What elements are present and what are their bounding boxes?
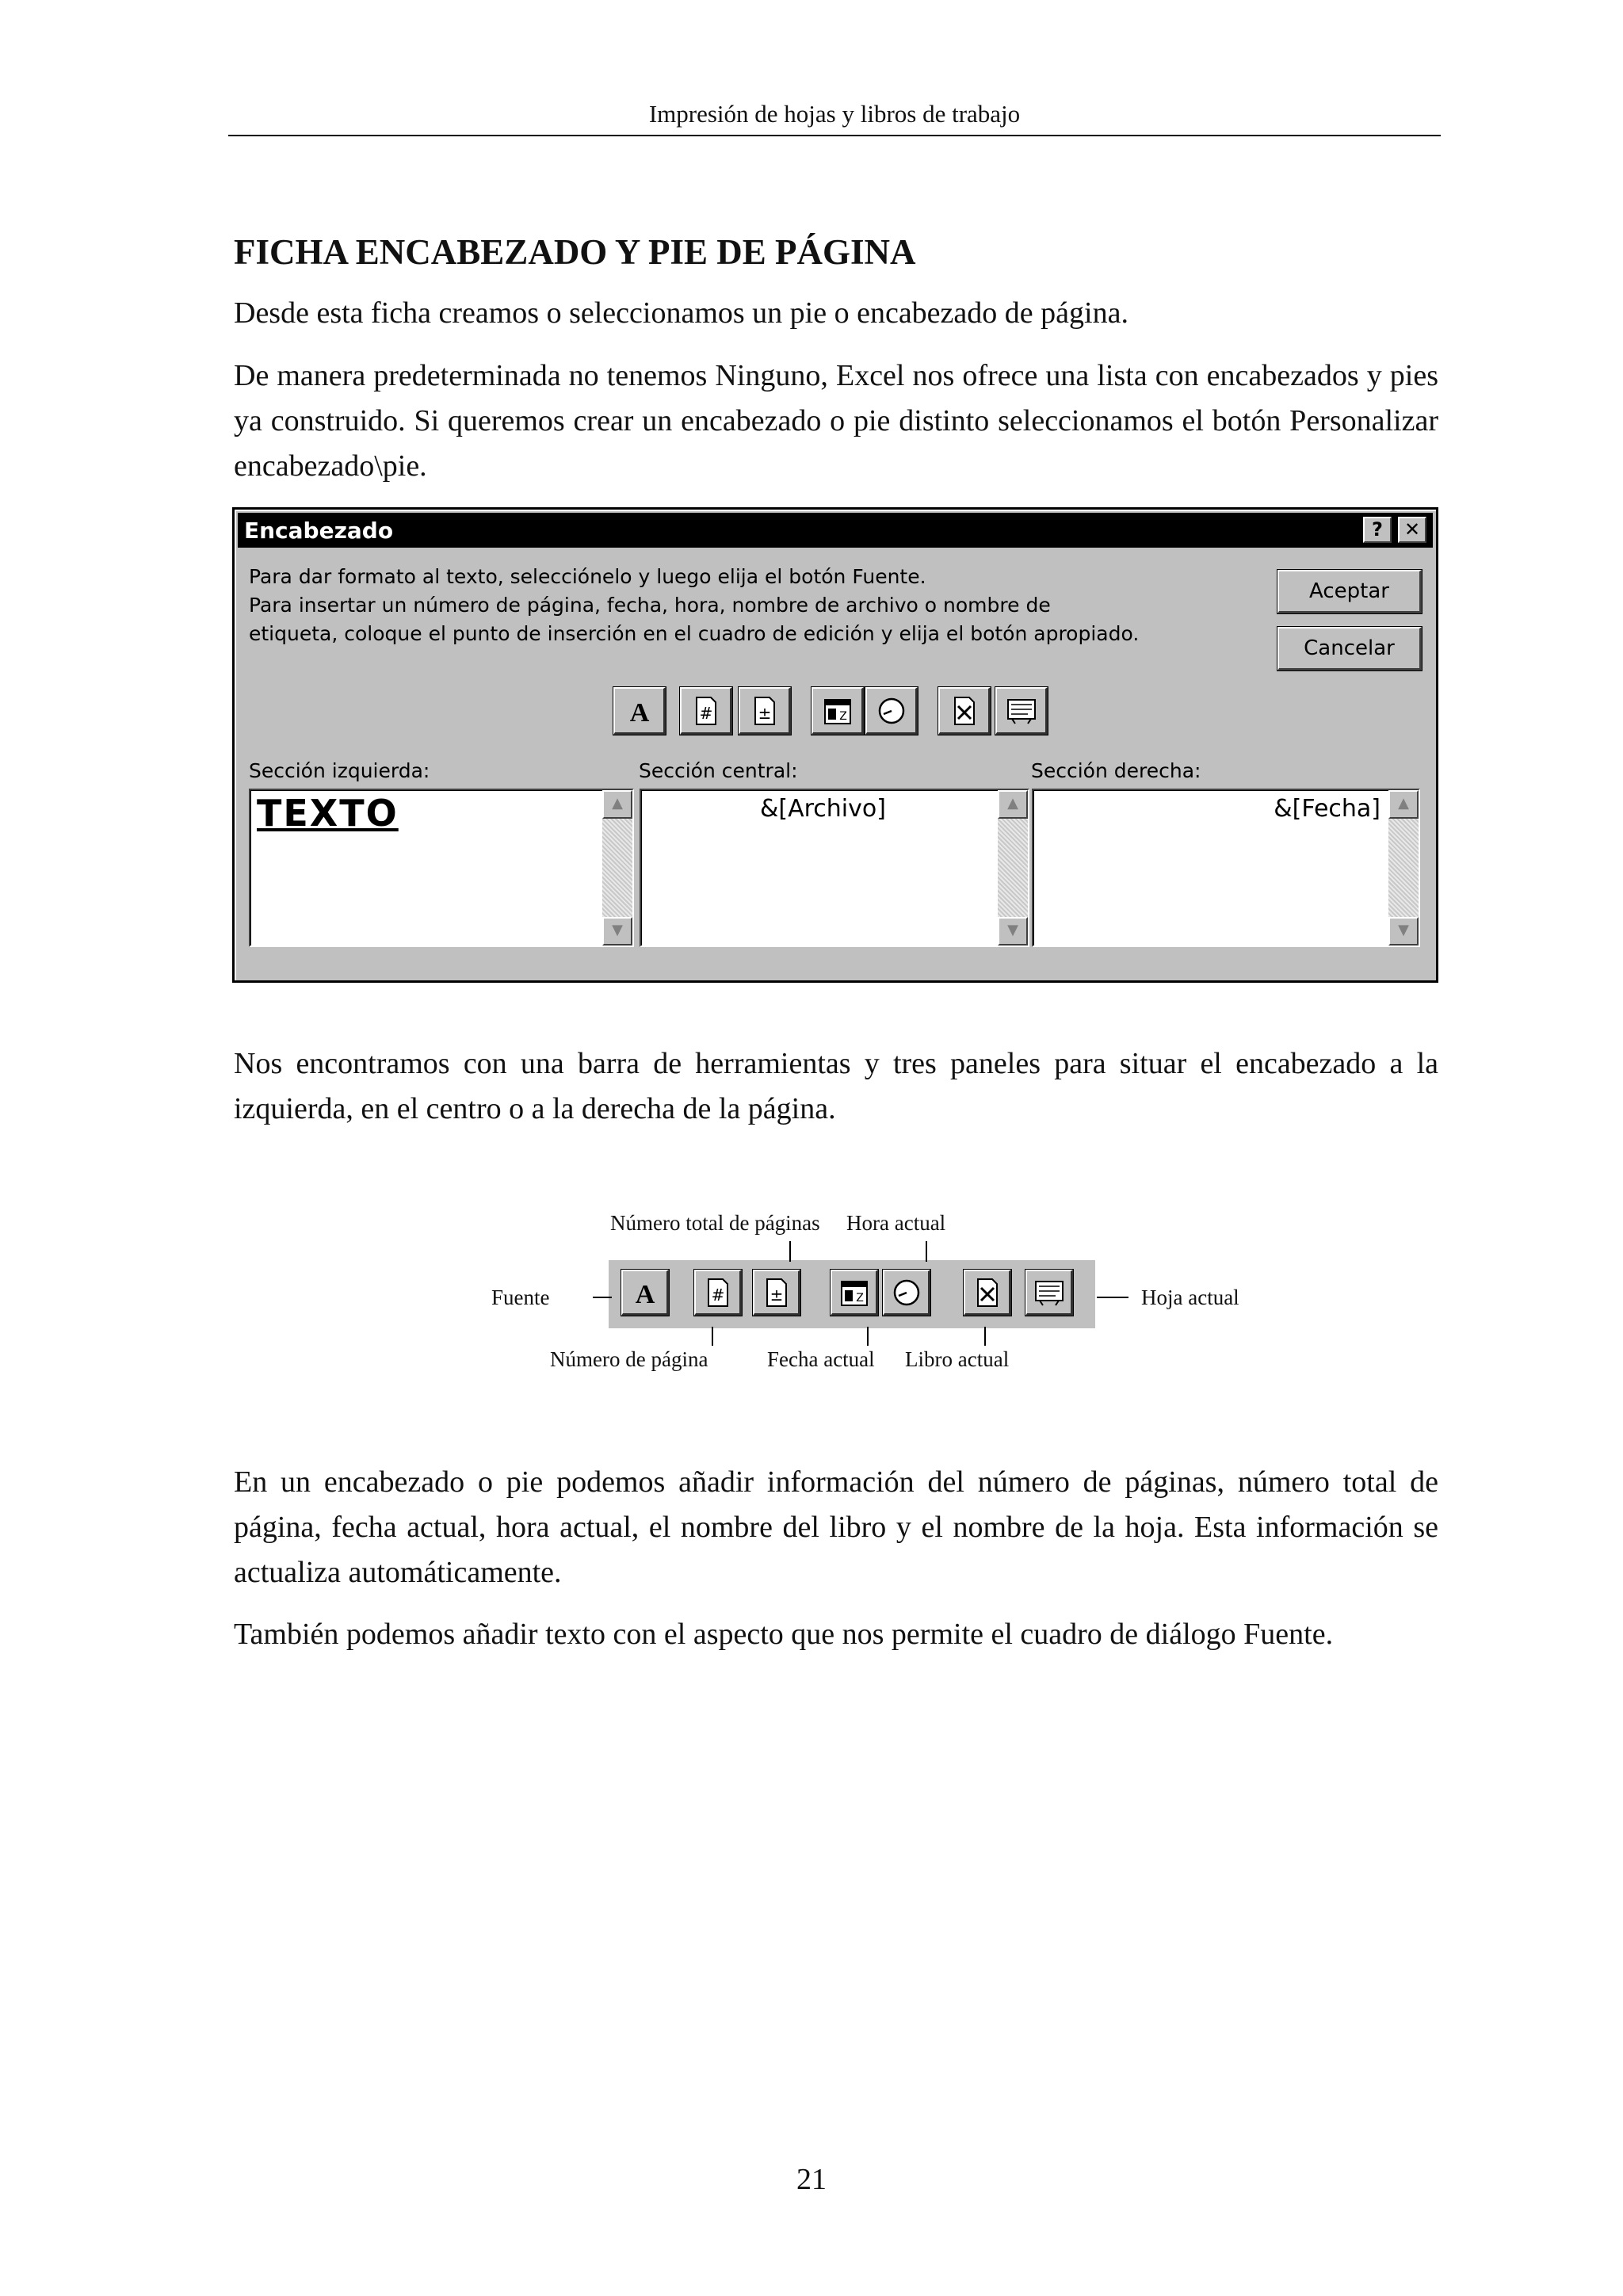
time-button <box>883 1270 930 1316</box>
scroll-up-arrow[interactable]: ▲ <box>1388 790 1419 819</box>
svg-text:±: ± <box>769 1286 784 1305</box>
leader-line-time <box>926 1241 927 1262</box>
leader-line-page-number <box>712 1327 713 1346</box>
center-section-label: Sección central: <box>639 759 798 782</box>
left-section-label: Sección izquierda: <box>249 759 430 782</box>
total-pages-button <box>753 1270 800 1316</box>
page-number-button[interactable] <box>680 687 732 735</box>
font-button <box>621 1270 669 1316</box>
total-pages-icon <box>759 1277 794 1308</box>
label-page-number: Número de página <box>550 1347 708 1371</box>
scroll-down-arrow[interactable]: ▼ <box>1388 917 1419 946</box>
close-button[interactable]: ✕ <box>1398 517 1426 543</box>
right-section-field[interactable] <box>1032 789 1420 947</box>
page-number-icon <box>689 695 724 727</box>
toolbar-diagram <box>609 1260 1095 1328</box>
paragraph-default: De manera predeterminada no tenemos Ninguno, Excel nos ofrece una lista con encabezados y pies ya construido. Si queremos crear un encabezado o pie distinto seleccionamos el botón Personalizar encabezado\pie. <box>234 359 1438 483</box>
scroll-up-arrow[interactable]: ▲ <box>998 790 1028 819</box>
time-button[interactable] <box>865 687 918 735</box>
date-icon <box>820 695 855 727</box>
left-section-value: TEXTO <box>257 792 399 835</box>
workbook-button[interactable] <box>938 687 991 735</box>
label-font: Fuente <box>491 1286 550 1309</box>
running-header: Impresión de hojas y libros de trabajo <box>648 100 1021 128</box>
paragraph-toolbar: Nos encontramos con una barra de herramientas y tres paneles para situar el encabezado a la izquierda, en el centro o a la derecha de la página. <box>234 1047 1438 1125</box>
instruction-line: Para insertar un número de página, fecha, hora, nombre de archivo o nombre de <box>249 594 1051 617</box>
svg-text:Z: Z <box>856 1292 864 1305</box>
label-time: Hora actual <box>846 1211 946 1235</box>
right-section-value: &[Fecha] <box>1274 795 1381 823</box>
leader-line-workbook <box>984 1327 986 1346</box>
help-button[interactable]: ? <box>1363 517 1392 543</box>
label-date: Fecha actual <box>767 1347 875 1371</box>
svg-text:Z: Z <box>839 710 847 723</box>
font-button[interactable] <box>613 687 666 735</box>
label-sheet: Hoja actual <box>1141 1286 1239 1309</box>
sheet-icon <box>1032 1277 1067 1308</box>
instruction-line: etiqueta, coloque el punto de inserción en el cuadro de edición y elija el botón apropiado. <box>249 622 1140 645</box>
sheet-button[interactable] <box>995 687 1048 735</box>
scroll-up-arrow[interactable]: ▲ <box>602 790 632 819</box>
section-title: FICHA ENCABEZADO Y PIE DE PÁGINA <box>234 232 916 272</box>
workbook-button <box>964 1270 1011 1316</box>
workbook-icon <box>947 695 982 727</box>
cancel-button[interactable]: Cancelar <box>1277 627 1422 670</box>
leader-line-sheet <box>1097 1297 1128 1298</box>
date-icon <box>837 1277 872 1308</box>
svg-text:A: A <box>635 1280 655 1308</box>
label-total-pages: Número total de páginas <box>610 1211 820 1235</box>
total-pages-icon <box>747 695 782 727</box>
dialog-title: Encabezado <box>244 518 394 544</box>
sheet-button <box>1025 1270 1073 1316</box>
instruction-line: Para dar formato al texto, selecciónelo y luego elija el botón Fuente. <box>249 565 926 588</box>
page-number-button <box>694 1270 742 1316</box>
date-button <box>831 1270 878 1316</box>
total-pages-button[interactable] <box>739 687 791 735</box>
left-scrollbar[interactable] <box>602 790 632 946</box>
scroll-down-arrow[interactable]: ▼ <box>602 917 632 946</box>
accept-button[interactable]: Aceptar <box>1277 570 1422 613</box>
svg-text:A: A <box>629 698 650 727</box>
workbook-icon <box>970 1277 1005 1308</box>
center-section-field[interactable] <box>640 789 1029 947</box>
svg-text:#: # <box>699 704 713 723</box>
right-section-label: Sección derecha: <box>1031 759 1201 782</box>
svg-text:±: ± <box>758 704 772 723</box>
leader-line-font <box>593 1297 612 1298</box>
header-rule <box>228 135 1441 136</box>
paragraph-font: También podemos añadir texto con el aspecto que nos permite el cuadro de diálogo Fuente. <box>234 1618 1334 1651</box>
dialog-titlebar <box>238 513 1433 548</box>
scroll-down-arrow[interactable]: ▼ <box>998 917 1028 946</box>
leader-line-date <box>867 1327 869 1346</box>
center-scrollbar[interactable] <box>998 790 1028 946</box>
font-icon <box>622 695 657 727</box>
paragraph-info: En un encabezado o pie podemos añadir información del número de páginas, número total de página, fecha actual, hora actual, el nombre del libro y el nombre de la hoja. Esta información se actualiza automáticamente. <box>234 1465 1438 1589</box>
page-number: 21 <box>796 2163 827 2196</box>
leader-line-total-pages <box>789 1241 791 1262</box>
label-workbook: Libro actual <box>905 1347 1010 1371</box>
date-button[interactable] <box>812 687 864 735</box>
sheet-icon <box>1004 695 1039 727</box>
center-section-value: &[Archivo] <box>760 795 886 823</box>
left-section-field[interactable] <box>249 789 634 947</box>
svg-text:#: # <box>711 1286 725 1305</box>
font-icon <box>628 1277 663 1308</box>
right-scrollbar[interactable] <box>1388 790 1419 946</box>
paragraph-intro: Desde esta ficha creamos o seleccionamos un pie o encabezado de página. <box>234 296 1128 330</box>
time-icon <box>889 1277 924 1308</box>
header-dialog <box>232 507 1438 983</box>
page-number-icon <box>701 1277 735 1308</box>
time-icon <box>874 695 909 727</box>
